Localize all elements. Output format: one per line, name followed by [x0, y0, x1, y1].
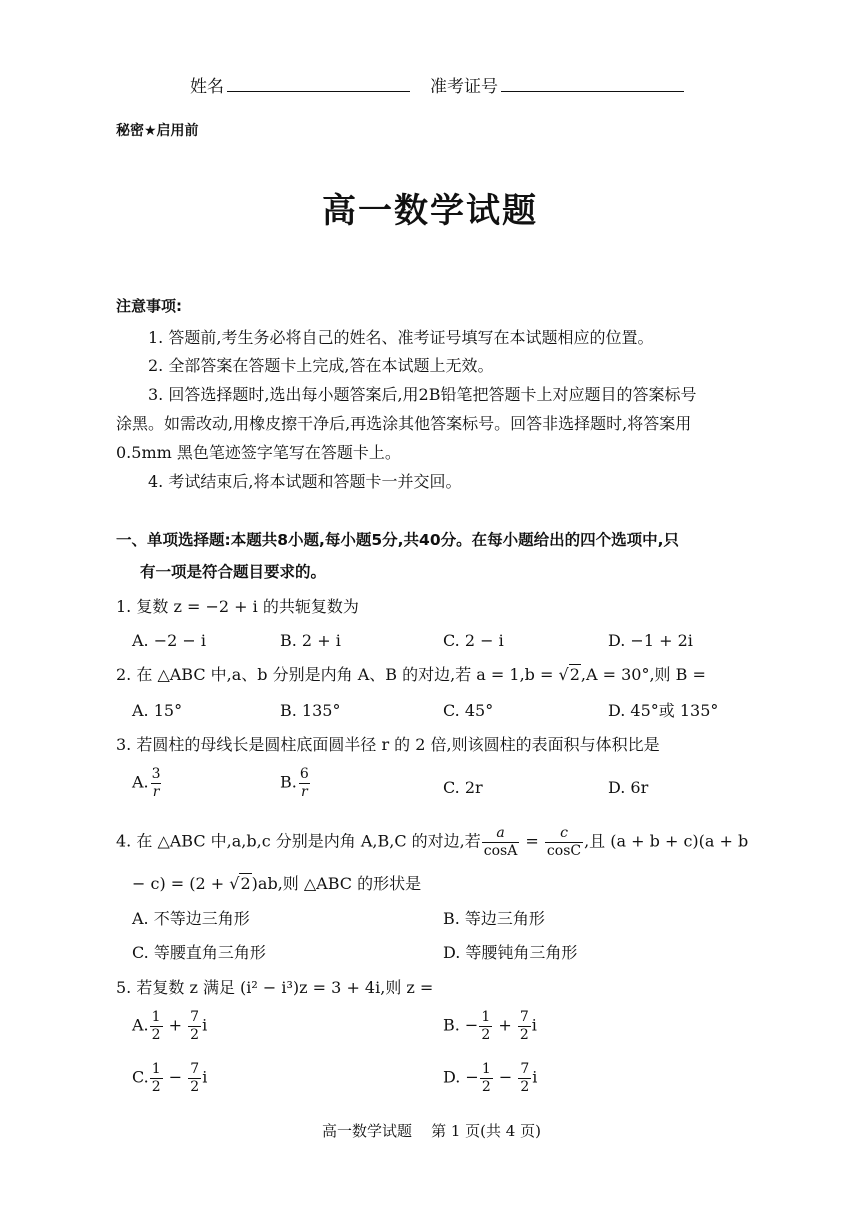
exam-id-blank: [501, 76, 684, 92]
operator: −: [493, 1067, 518, 1087]
fraction-denominator: cosA: [483, 842, 518, 859]
fraction-denominator: 2: [190, 1026, 200, 1043]
fraction-denominator: 2: [520, 1078, 530, 1095]
q3-option-b-fraction: [298, 767, 311, 799]
notice-item-4: 4. 考试结束后,将本试题和答题卡一并交回。: [148, 472, 462, 491]
fraction-numerator: c: [560, 825, 568, 841]
q4-line2-pre: − c) = (2 +: [132, 874, 230, 893]
q5-option-a: [132, 1010, 207, 1042]
name-field: [190, 76, 410, 96]
q5-option-b: [443, 1010, 537, 1042]
fraction-denominator: r: [300, 783, 308, 800]
imaginary-unit: i: [202, 1067, 208, 1087]
q5-option-c-fraction-2: [188, 1062, 201, 1094]
q4-option-b: B. 等边三角形: [443, 909, 545, 928]
fraction-numerator: 6: [299, 766, 309, 782]
q1-option-b: B. 2 + i: [280, 631, 341, 650]
q3-option-b: [280, 767, 312, 799]
q5-option-d-fraction-2: [518, 1062, 531, 1094]
q5-option-c-label: C.: [132, 1067, 149, 1087]
q4-fraction-1: [482, 826, 520, 858]
q4-equals: =: [520, 831, 544, 851]
operator: +: [493, 1015, 517, 1035]
q2-stem: [116, 667, 706, 683]
q5-option-b-fraction-2: [518, 1010, 531, 1042]
q2-stem-pre: 2. 在 △ABC 中,a、b 分别是内角 A、B 的对边,若 a = 1,b =: [116, 665, 559, 684]
fraction-denominator: 2: [519, 1026, 529, 1043]
fraction-denominator: r: [152, 783, 160, 800]
fraction-numerator: a: [496, 825, 505, 841]
imaginary-unit: i: [531, 1015, 537, 1035]
fraction-numerator: 1: [151, 1009, 161, 1025]
q4-stem-pre: 4. 在 △ABC 中,a,b,c 分别是内角 A,B,C 的对边,若: [116, 831, 481, 851]
q4-option-c: C. 等腰直角三角形: [132, 943, 266, 962]
notice-heading: 注意事项:: [116, 297, 182, 315]
operator: +: [163, 1015, 188, 1035]
fraction-numerator: 1: [481, 1009, 491, 1025]
q3-option-d: D. 6r: [608, 778, 649, 797]
fraction-numerator: 7: [190, 1009, 200, 1025]
notice-item-1: 1. 答题前,考生务必将自己的姓名、准考证号填写在本试题相应的位置。: [148, 328, 654, 347]
q4-line2-post: )ab,则 △ABC 的形状是: [251, 874, 422, 893]
imaginary-unit: i: [202, 1015, 208, 1035]
page-footer: 高一数学试题 第 1 页(共 4 页): [322, 1122, 541, 1140]
q4-option-a: A. 不等边三角形: [132, 909, 250, 928]
q5-option-a-fraction-2: [188, 1010, 201, 1042]
q3-option-c: C. 2r: [443, 778, 483, 797]
fraction-denominator: 2: [190, 1078, 200, 1095]
section-1-heading-line-1: 一、单项选择题:本题共8小题,每小题5分,共40分。在每小题给出的四个选项中,只: [116, 531, 680, 549]
imaginary-unit: i: [532, 1067, 538, 1087]
q5-option-d: [443, 1062, 537, 1094]
fraction-numerator: 7: [519, 1009, 529, 1025]
fraction-denominator: 2: [481, 1026, 491, 1043]
q5-option-c-fraction-1: [150, 1062, 163, 1094]
q1-option-c: C. 2 − i: [443, 631, 504, 650]
q3-stem: 3. 若圆柱的母线长是圆柱底面圆半径 r 的 2 倍,则该圆柱的表面积与体积比是: [116, 735, 660, 754]
q1-stem: 1. 复数 z = −2 + i 的共轭复数为: [116, 597, 359, 616]
fraction-denominator: 2: [481, 1078, 491, 1095]
q5-option-a-fraction-1: [150, 1010, 163, 1042]
fraction-denominator: cosC: [546, 842, 582, 859]
q4-stem-post: ,且 (a + b + c)(a + b: [584, 831, 749, 851]
q2-option-d: D. 45°或 135°: [608, 701, 719, 720]
q3-option-a-label: A.: [132, 772, 149, 792]
page-title: 高一数学试题: [322, 191, 538, 231]
notice-item-3-line-1: 3. 回答选择题时,选出每小题答案后,用2B铅笔把答题卡上对应题目的答案标号: [148, 385, 697, 404]
sqrt-symbol: √2: [558, 665, 580, 684]
q5-option-d-label: D. −: [443, 1067, 479, 1087]
exam-id-label: 准考证号: [430, 77, 498, 97]
fraction-numerator: 1: [151, 1061, 161, 1077]
q2-option-c: C. 45°: [443, 701, 494, 720]
q2-stem-post: ,A = 30°,则 B =: [580, 665, 706, 684]
fraction-denominator: 2: [151, 1078, 161, 1095]
section-1-heading-line-2: 有一项是符合题目要求的。: [140, 563, 327, 581]
secret-mark: 秘密★启用前: [116, 123, 199, 139]
q5-stem: 5. 若复数 z 满足 (i² − i³)z = 3 + 4i,则 z =: [116, 978, 434, 997]
q2-option-a: A. 15°: [132, 701, 183, 720]
q4-fraction-2: [545, 826, 583, 858]
notice-item-3-line-3: 0.5mm 黑色笔迹签字笔写在答题卡上。: [116, 443, 401, 462]
fraction-denominator: 2: [151, 1026, 161, 1043]
q1-option-a: A. −2 − i: [132, 631, 207, 650]
q5-option-b-label: B. −: [443, 1015, 479, 1035]
name-label: 姓名: [190, 77, 224, 97]
q4-option-d: D. 等腰钝角三角形: [443, 943, 578, 962]
q3-option-a: [132, 767, 164, 799]
q2-sqrt-value: 2: [569, 665, 580, 684]
notice-item-2: 2. 全部答案在答题卡上完成,答在本试题上无效。: [148, 356, 494, 375]
exam-id-field: [430, 76, 684, 96]
sqrt-symbol: √2: [229, 874, 251, 893]
q1-option-d: D. −1 + 2i: [608, 631, 693, 650]
q5-option-c: [132, 1062, 207, 1094]
q5-option-a-label: A.: [132, 1015, 149, 1035]
q5-option-b-fraction-1: [479, 1010, 492, 1042]
fraction-numerator: 7: [190, 1061, 200, 1077]
q3-option-b-label: B.: [280, 772, 297, 792]
fraction-numerator: 3: [151, 766, 161, 782]
q4-stem-line-1: [116, 826, 748, 858]
q4-stem-line-2: [132, 876, 421, 892]
q4-sqrt-value: 2: [240, 874, 251, 893]
fraction-numerator: 7: [520, 1061, 530, 1077]
fraction-numerator: 1: [481, 1061, 491, 1077]
q3-option-a-fraction: [150, 767, 163, 799]
q2-option-b: B. 135°: [280, 701, 341, 720]
operator: −: [163, 1067, 188, 1087]
name-blank: [227, 76, 410, 92]
notice-item-3-line-2: 涂黑。如需改动,用橡皮擦干净后,再选涂其他答案标号。回答非选择题时,将答案用: [116, 414, 692, 433]
q5-option-d-fraction-1: [480, 1062, 493, 1094]
